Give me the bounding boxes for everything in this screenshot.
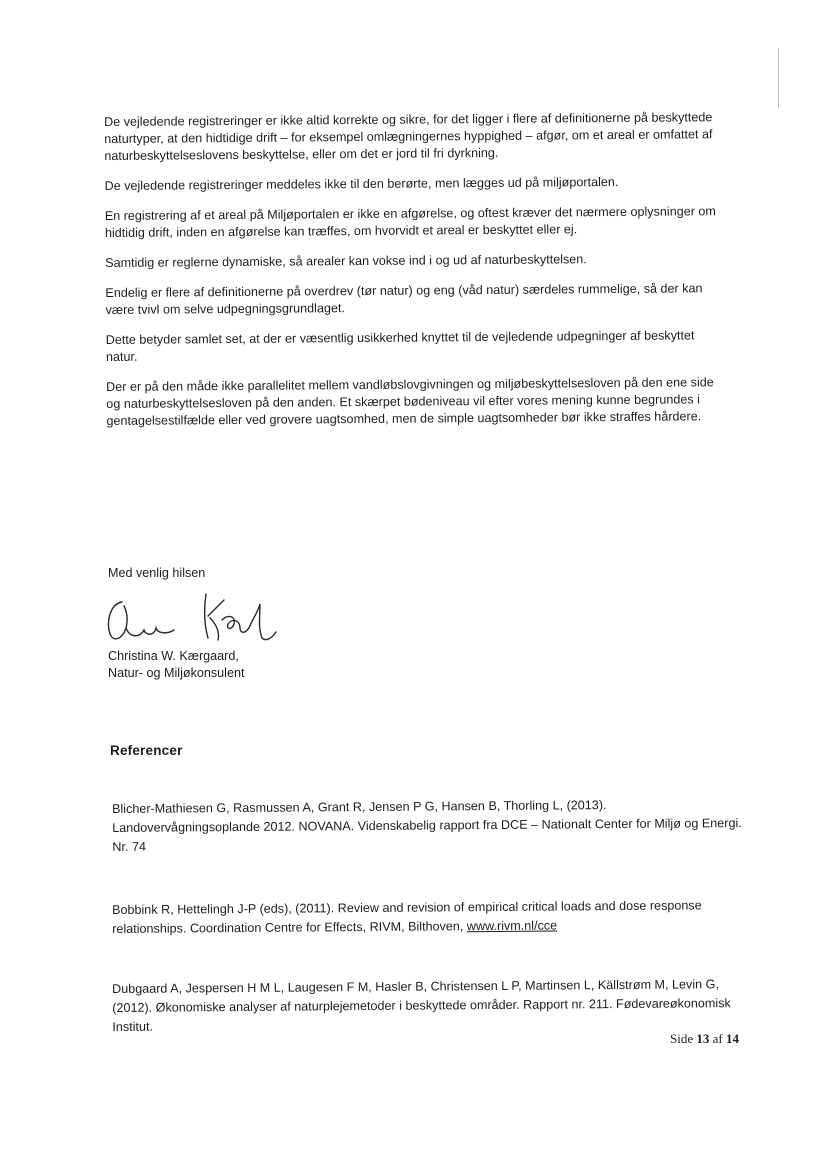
reference-link[interactable]: www.rivm.nl/cce <box>466 918 558 934</box>
reference-text: Bobbink R, Hettelingh J-P (eds), (2011). Review and revision of empirical critical loads and dose response relationships. Coordination Centre for Effects, RIVM, Bilthoven, <box>112 898 702 936</box>
reference-item <box>112 896 752 939</box>
paragraph-uncertainty: Dette betyder samlet set, at der er væsentlig usikkerhed knyttet til de vejledende udpegninger af beskyttet natur. <box>105 328 695 364</box>
paragraph-registrations-uncertain: De vejledende registreringer er ikke altid korrekte og sikre, for det ligger i flere af definitionerne på beskyttede naturtyper, at den hidtidige drift – for eksempel omlægningernes hyppighed – afgør, om et areal er omfattet af naturbeskyttelseslovens beskyttelse, eller om det er jord til fri dyrkning. <box>104 110 713 163</box>
page-number <box>670 1031 739 1047</box>
paragraph-not-communicated: De vejledende registreringer meddeles ikke til den berørte, men lægges ud på miljøportalen. <box>104 174 619 193</box>
signer-title: Natur- og Miljøkonsulent <box>108 666 245 680</box>
closing-greeting: Med venlig hilsen <box>108 566 206 580</box>
reference-text: Dubgaard A, Jespersen H M L, Laugesen F M, Hasler B, Christensen L P, Martinsen L, Källstrøm M, Levin G, (2012). Økonomiske analyser af naturplejemetoder i beskyttede områder. Rapport nr. 211. Fødevareøkonomisk Institut. <box>112 977 731 1034</box>
reference-item <box>112 975 752 1037</box>
references-heading: Referencer <box>110 743 183 758</box>
reference-text: Blicher-Mathiesen G, Rasmussen A, Grant R, Jensen P G, Hansen B, Thorling L, (2013). Landovervågningsoplande 2012. NOVANA. Videnskabelig rapport fra DCE – Nationalt Center for Miljø og Energi. Nr. 74 <box>112 798 742 854</box>
page-separator: af <box>709 1031 726 1046</box>
paragraph-not-a-decision: En registrering af et areal på Miljøportalen er ikke en afgørelse, og oftest kræver det nærmere oplysninger om hidtidig drift, inden en afgørelse kan træffes, om hvorvidt et areal er beskyttet eller ej. <box>104 204 716 240</box>
paragraph-no-parallelism: Der er på den måde ikke parallelitet mellem vandløbslovgivningen og miljøbeskyttelsesloven på den ene side og naturbeskyttelsesloven på den anden. Et skærpet bødeniveau vil efter vores mening kunne begrundes i gentagelsestilfælde eller ved grovere uagtsomhed, men de simple uagtsomheder bør ikke straffes hårdere. <box>106 375 714 428</box>
paragraph-dynamic-rules: Samtidig er reglerne dynamiske, så arealer kan vokse ind i og ud af naturbeskyttelsen. <box>105 252 587 270</box>
scan-edge-mark <box>778 48 779 108</box>
page-current: 13 <box>696 1031 710 1046</box>
handwritten-signature <box>100 590 300 652</box>
letter-body <box>104 109 727 443</box>
reference-item <box>112 795 752 857</box>
signer-name: Christina W. Kærgaard, <box>108 649 239 663</box>
page-prefix: Side <box>670 1031 697 1046</box>
signer-block <box>108 648 244 682</box>
paragraph-broad-definitions: Endelig er flere af definitionerne på overdrev (tør natur) og eng (våd natur) særdeles rummelige, så der kan være tvivl om selve udpegningsgrundlaget. <box>105 281 703 317</box>
page-total: 14 <box>725 1031 739 1046</box>
